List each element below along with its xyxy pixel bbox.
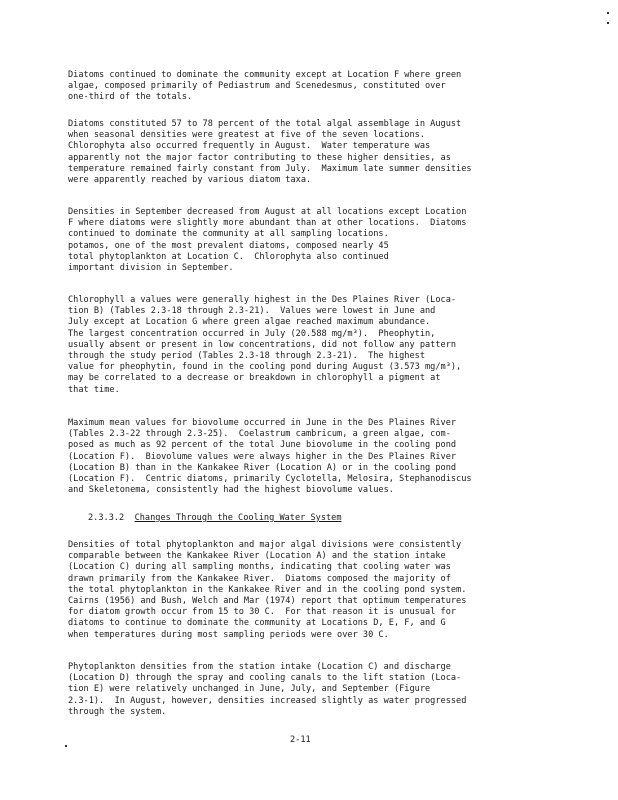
section-heading — [88, 513, 342, 524]
scan-mark — [607, 12, 609, 14]
page-number: 2-11 — [290, 735, 311, 745]
section-number: 2.3.3.2 — [88, 513, 125, 523]
paragraph-biovolume: Maximum mean values for biovolume occurred in June in the Des Plaines River (Tables 2.3-22 through 2.3-25). Coelastrum cambricum, a green algae, com- posed as much as 92 percent of the total June biovolume in the cooling pond (Location F). Biovolume values were always higher in the Des Plaines River (Location B) than in the Kankakee River (Location A) or in the cooling pond (Location F). Centric diatoms, primarily Cyclotella, Melosira, Stephanodiscus and Skeletonema, consistently had the highest biovolume values. — [68, 418, 472, 496]
section-title: Changes Through the Cooling Water System — [134, 513, 342, 523]
scan-mark — [607, 22, 609, 24]
paragraph-september-densities: Densities in September decreased from August at all locations except Location F where diatoms were slightly more abundant than at other locations. Diatoms continued to dominate the community at all sampling locations. potamos, one of the most prevalent diatoms, composed nearly 45 total phytoplankton at Location C. Chlorophyta also continued important division in September. — [68, 207, 467, 274]
paragraph-total-phytoplankton: Densities of total phytoplankton and major algal divisions were consistently comparable between the Kankakee River (Location A) and the station intake (Location C) during all sampling months, indicating that cooling water was drawn primarily from the Kankakee River. Diatoms composed the majority of the total phytoplankton in the Kankakee River and in the cooling pond system. Cairns (1956) and Bush, Welch and Mar (1974) report that optimum temperatures for diatom growth occur from 15 to 30 C. For that reason it is unusual for diatoms to continue to dominate the community at Locations D, E, F, and G when temperatures during most sampling periods were over 30 C. — [68, 540, 467, 640]
paragraph-august-densities: Diatoms constituted 57 to 78 percent of the total algal assemblage in August when seasonal densities were greatest at five of the seven locations. Chlorophyta also occurred frequently in August. Water temperature was apparently not the major factor contributing to these higher densities, as temperature remained fairly constant from July. Maximum late summer densities were apparently reached by various diatom taxa. — [68, 119, 472, 186]
scan-mark — [65, 745, 67, 747]
paragraph-station-intake: Phytoplankton densities from the station intake (Location C) and discharge (Location D) through the spray and cooling canals to the lift station (Loca- tion E) were relatively unchanged in June, July, and September (Figure 2.3-1). In August, however, densities increased slightly as water progressed through the system. — [68, 662, 467, 717]
paragraph-chlorophyll: Chlorophyll a values were generally highest in the Des Plaines River (Loca- tion B) (Tables 2.3-18 through 2.3-21). Values were lowest in June and July except at Location G where green algae reached maximum abundance. The largest concentration occurred in July (20.588 mg/m³). Pheophytin, usually absent or present in low concentrations, did not follow any pattern through the study period (Tables 2.3-18 through 2.3-21). The highest value for pheophytin, found in the cooling pond during August (3.573 mg/m³), may be correlated to a decrease or breakdown in chlorophyll a pigment at that time. — [68, 295, 462, 395]
paragraph-diatoms-dominate: Diatoms continued to dominate the community except at Location F where green algae, composed primarily of Pediastrum and Scenedesmus, constituted over one-third of the totals. — [68, 70, 462, 103]
